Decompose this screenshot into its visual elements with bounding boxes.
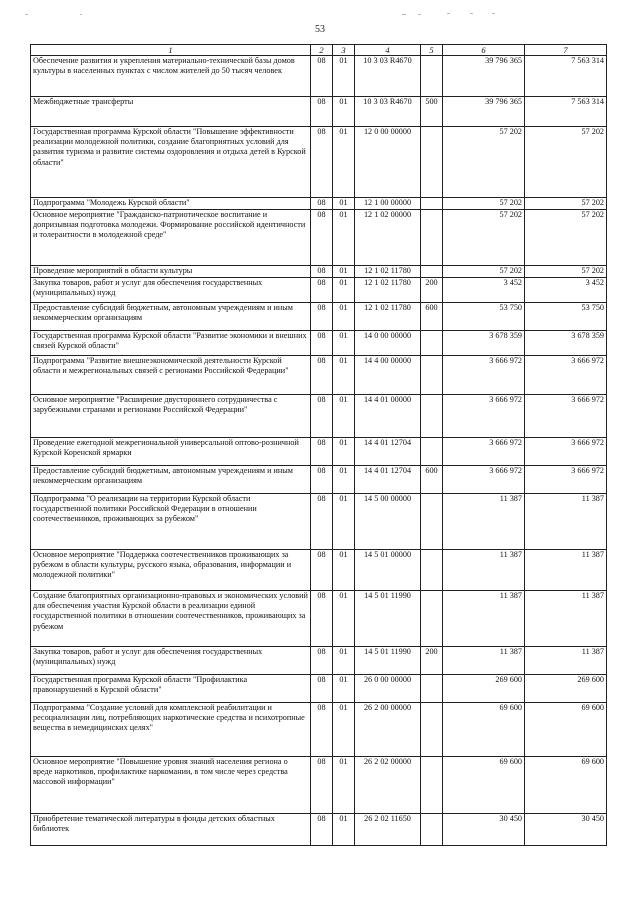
row-expense-type: [421, 757, 443, 814]
row-target-code: 12 1 02 00000: [355, 210, 421, 266]
row-target-code: 26 0 00 00000: [355, 675, 421, 703]
row-section: 08: [311, 438, 333, 466]
row-target-code: 12 1 00 00000: [355, 198, 421, 210]
row-name: Проведение мероприятий в области культуры: [31, 266, 311, 278]
row-subsection: 01: [333, 814, 355, 846]
row-target-code: 14 4 01 12704: [355, 438, 421, 466]
row-subsection: 01: [333, 97, 355, 127]
row-amount-1: 3 678 359: [443, 331, 525, 356]
row-section: 08: [311, 814, 333, 846]
row-subsection: 01: [333, 466, 355, 494]
row-target-code: 14 4 01 12704: [355, 466, 421, 494]
row-section: 08: [311, 127, 333, 198]
row-name: Основное мероприятие "Повышение уровня знаний населения региона о вреде наркотиков, профилактике наркомании, в том числе через средства массовой информации": [31, 757, 311, 814]
table-row: [31, 56, 607, 97]
row-section: 08: [311, 210, 333, 266]
table-row: [31, 675, 607, 703]
row-amount-1: 11 387: [443, 591, 525, 647]
row-expense-type: [421, 675, 443, 703]
page-number: 53: [315, 24, 325, 35]
column-header: 5: [421, 45, 443, 56]
row-target-code: 26 2 02 00000: [355, 757, 421, 814]
row-subsection: 01: [333, 757, 355, 814]
row-expense-type: [421, 198, 443, 210]
row-amount-2: 269 600: [525, 675, 607, 703]
row-amount-2: 57 202: [525, 198, 607, 210]
row-amount-2: 3 666 972: [525, 356, 607, 395]
row-expense-type: [421, 395, 443, 438]
row-section: 08: [311, 266, 333, 278]
row-name: Основное мероприятие "Гражданско-патриотическое воспитание и допризывная подготовка молодежи. Формирование российской идентичности и толерантности в молодежной среде": [31, 210, 311, 266]
table-row: [31, 198, 607, 210]
table-row: [31, 331, 607, 356]
row-expense-type: 500: [421, 97, 443, 127]
row-amount-1: 69 600: [443, 757, 525, 814]
budget-table-container: [30, 44, 606, 846]
row-expense-type: [421, 438, 443, 466]
row-amount-2: 57 202: [525, 210, 607, 266]
row-expense-type: [421, 494, 443, 550]
row-amount-2: 7 563 314: [525, 97, 607, 127]
row-amount-1: 3 666 972: [443, 438, 525, 466]
row-amount-2: 53 750: [525, 303, 607, 331]
row-amount-2: 3 666 972: [525, 438, 607, 466]
row-expense-type: 200: [421, 278, 443, 303]
row-section: 08: [311, 331, 333, 356]
row-amount-1: 3 666 972: [443, 395, 525, 438]
table-row: [31, 703, 607, 757]
row-expense-type: [421, 591, 443, 647]
row-amount-1: 57 202: [443, 266, 525, 278]
row-subsection: 01: [333, 494, 355, 550]
row-amount-1: 3 666 972: [443, 356, 525, 395]
row-subsection: 01: [333, 198, 355, 210]
row-section: 08: [311, 395, 333, 438]
row-target-code: 26 2 02 11650: [355, 814, 421, 846]
row-target-code: 14 5 00 00000: [355, 494, 421, 550]
table-row: [31, 550, 607, 591]
row-subsection: 01: [333, 303, 355, 331]
row-name: Подпрограмма "Создание условий для комплексной реабилитации и ресоциализации лиц, потребляющих наркотические средства и психотропные вещества в немедицинских целях": [31, 703, 311, 757]
table-row: [31, 97, 607, 127]
row-amount-2: 7 563 314: [525, 56, 607, 97]
row-subsection: 01: [333, 331, 355, 356]
table-row: [31, 591, 607, 647]
row-amount-2: 3 666 972: [525, 466, 607, 494]
table-row: [31, 210, 607, 266]
row-subsection: 01: [333, 127, 355, 198]
row-subsection: 01: [333, 278, 355, 303]
table-row: [31, 356, 607, 395]
row-amount-1: 39 796 365: [443, 56, 525, 97]
row-section: 08: [311, 591, 333, 647]
row-section: 08: [311, 303, 333, 331]
row-section: 08: [311, 466, 333, 494]
table-row: [31, 647, 607, 675]
row-amount-1: 3 452: [443, 278, 525, 303]
column-header: 2: [311, 45, 333, 56]
row-name: Подпрограмма "Развитие внешнеэкономической деятельности Курской области и межрегиональных связей с регионами Российской Федерации": [31, 356, 311, 395]
row-amount-2: 69 600: [525, 757, 607, 814]
row-section: 08: [311, 647, 333, 675]
row-section: 08: [311, 757, 333, 814]
row-amount-1: 11 387: [443, 550, 525, 591]
row-amount-1: 3 666 972: [443, 466, 525, 494]
row-amount-1: 30 450: [443, 814, 525, 846]
table-row: [31, 266, 607, 278]
row-section: 08: [311, 356, 333, 395]
row-amount-2: 69 600: [525, 703, 607, 757]
row-expense-type: [421, 331, 443, 356]
row-target-code: 12 1 02 11780: [355, 278, 421, 303]
row-section: 08: [311, 550, 333, 591]
table-row: [31, 494, 607, 550]
budget-table: [30, 44, 607, 846]
row-expense-type: [421, 210, 443, 266]
row-expense-type: 200: [421, 647, 443, 675]
row-amount-2: 3 666 972: [525, 395, 607, 438]
row-amount-1: 57 202: [443, 210, 525, 266]
row-subsection: 01: [333, 356, 355, 395]
row-amount-1: 57 202: [443, 127, 525, 198]
row-amount-2: 3 678 359: [525, 331, 607, 356]
row-target-code: 10 3 03 R4670: [355, 97, 421, 127]
row-subsection: 01: [333, 591, 355, 647]
column-header: 6: [443, 45, 525, 56]
row-amount-1: 11 387: [443, 494, 525, 550]
row-name: Приобретение тематической литературы в фонды детских областных библиотек: [31, 814, 311, 846]
row-subsection: 01: [333, 438, 355, 466]
row-section: 08: [311, 675, 333, 703]
row-amount-1: 39 796 365: [443, 97, 525, 127]
row-target-code: 14 4 01 00000: [355, 395, 421, 438]
row-amount-2: 11 387: [525, 550, 607, 591]
column-header: 3: [333, 45, 355, 56]
row-name: Создание благоприятных организационно-правовых и экономических условий для обеспечения участия Курской области в реализации единой государственной политики в отношении соотечественников, проживающих за рубежом: [31, 591, 311, 647]
row-expense-type: [421, 814, 443, 846]
row-target-code: 14 5 01 00000: [355, 550, 421, 591]
row-subsection: 01: [333, 703, 355, 757]
row-target-code: 12 1 02 11780: [355, 303, 421, 331]
row-expense-type: 600: [421, 303, 443, 331]
table-row: [31, 127, 607, 198]
row-amount-2: 3 452: [525, 278, 607, 303]
row-target-code: 12 1 02 11780: [355, 266, 421, 278]
row-expense-type: [421, 56, 443, 97]
row-name: Государственная программа Курской области "Профилактика правонарушений в Курской области": [31, 675, 311, 703]
row-amount-2: 11 387: [525, 647, 607, 675]
row-amount-2: 11 387: [525, 494, 607, 550]
row-section: 08: [311, 703, 333, 757]
row-amount-1: 11 387: [443, 647, 525, 675]
row-subsection: 01: [333, 550, 355, 591]
row-subsection: 01: [333, 675, 355, 703]
row-expense-type: [421, 127, 443, 198]
row-name: Подпрограмма "Молодежь Курской области": [31, 198, 311, 210]
header-row: [31, 45, 607, 56]
row-expense-type: [421, 356, 443, 395]
row-name: Предоставление субсидий бюджетным, автономным учреждениям и иным некоммерческим организациям: [31, 303, 311, 331]
row-subsection: 01: [333, 395, 355, 438]
table-row: [31, 438, 607, 466]
row-amount-2: 57 202: [525, 127, 607, 198]
row-target-code: 14 0 00 00000: [355, 331, 421, 356]
row-expense-type: [421, 703, 443, 757]
row-section: 08: [311, 278, 333, 303]
row-target-code: 14 4 00 00000: [355, 356, 421, 395]
row-target-code: 14 5 01 11990: [355, 591, 421, 647]
row-subsection: 01: [333, 210, 355, 266]
row-amount-2: 11 387: [525, 591, 607, 647]
row-amount-1: 53 750: [443, 303, 525, 331]
row-amount-2: 57 202: [525, 266, 607, 278]
table-row: [31, 303, 607, 331]
row-expense-type: [421, 550, 443, 591]
row-name: Государственная программа Курской области "Развитие экономики и внешних связей Курской области": [31, 331, 311, 356]
row-section: 08: [311, 198, 333, 210]
table-row: [31, 757, 607, 814]
row-name: Подпрограмма "О реализации на территории Курской области государственной политики Российской Федерации в отношении соотечественников, проживающих за рубежом": [31, 494, 311, 550]
table-row: [31, 395, 607, 438]
row-name: Проведение ежегодной межрегиональной универсальной оптово-розничной Курской Коренской ярмарки: [31, 438, 311, 466]
column-header: 4: [355, 45, 421, 56]
row-expense-type: [421, 266, 443, 278]
row-name: Обеспечение развития и укрепления материально-технической базы домов культуры в населенных пунктах с числом жителей до 50 тысяч человек: [31, 56, 311, 97]
row-subsection: 01: [333, 647, 355, 675]
table-row: [31, 278, 607, 303]
column-header: 7: [525, 45, 607, 56]
row-name: Государственная программа Курской области "Повышение эффективности реализации молодежной политики, создание благоприятных условий для развития туризма и развитие системы оздоровления и отдыха детей в Курской области": [31, 127, 311, 198]
row-name: Основное мероприятие "Расширение двустороннего сотрудничества с зарубежными странами и регионами Российской Федерации": [31, 395, 311, 438]
row-section: 08: [311, 494, 333, 550]
row-subsection: 01: [333, 266, 355, 278]
row-name: Закупка товаров, работ и услуг для обеспечения государственных (муниципальных) нужд: [31, 278, 311, 303]
row-amount-1: 69 600: [443, 703, 525, 757]
row-expense-type: 600: [421, 466, 443, 494]
table-row: [31, 466, 607, 494]
row-target-code: 12 0 00 00000: [355, 127, 421, 198]
row-amount-2: 30 450: [525, 814, 607, 846]
scan-artifacts: [0, 0, 640, 16]
row-section: 08: [311, 56, 333, 97]
row-section: 08: [311, 97, 333, 127]
row-subsection: 01: [333, 56, 355, 97]
row-target-code: 26 2 00 00000: [355, 703, 421, 757]
row-name: Закупка товаров, работ и услуг для обеспечения государственных (муниципальных) нужд: [31, 647, 311, 675]
row-target-code: 14 5 01 11990: [355, 647, 421, 675]
row-name: Основное мероприятие "Поддержка соотечественников проживающих за рубежом в области культуры, русского языка, образования, информации и молодежной политики": [31, 550, 311, 591]
row-amount-1: 269 600: [443, 675, 525, 703]
row-amount-1: 57 202: [443, 198, 525, 210]
column-header: 1: [31, 45, 311, 56]
row-target-code: 10 3 03 R4670: [355, 56, 421, 97]
table-row: [31, 814, 607, 846]
row-name: Межбюджетные трансферты: [31, 97, 311, 127]
row-name: Предоставление субсидий бюджетным, автономным учреждениям и иным некоммерческим организациям: [31, 466, 311, 494]
